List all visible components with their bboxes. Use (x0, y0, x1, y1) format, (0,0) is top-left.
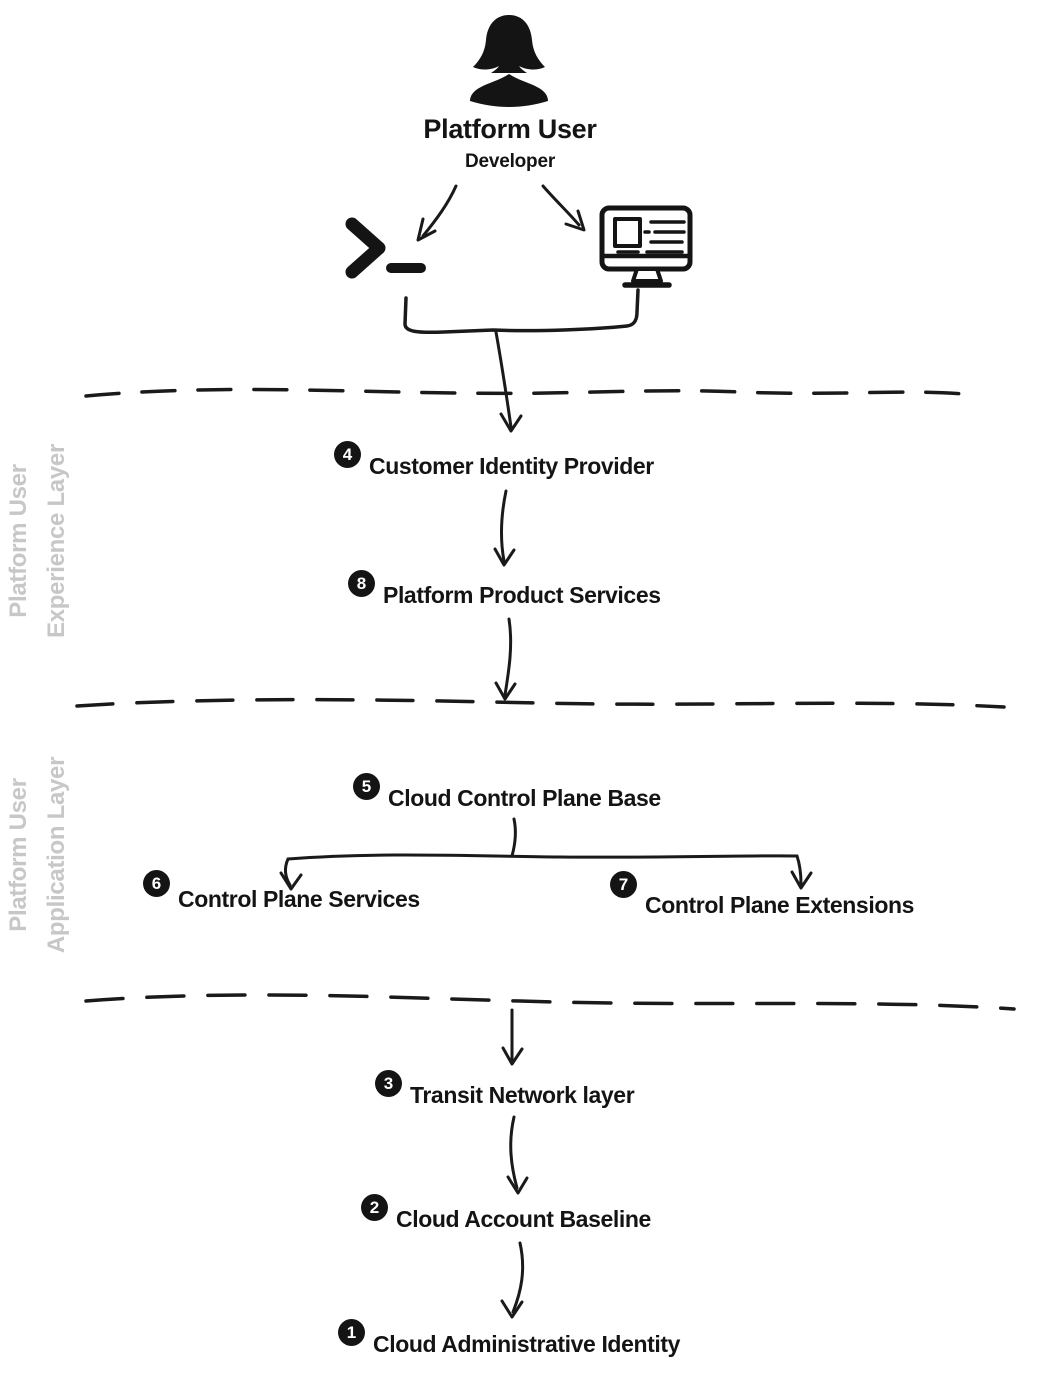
arrow-baseline-to-admin-identity (502, 1243, 523, 1317)
arrow-to-transit-network (503, 1010, 522, 1064)
node-control-plane-services (143, 870, 420, 913)
node-badge: 6 (143, 870, 170, 897)
node-label: Control Plane Extensions (645, 892, 915, 918)
layer-label-line: Platform User (5, 778, 32, 932)
bracket-join-line (405, 290, 638, 332)
node-cloud-account-baseline (361, 1194, 651, 1233)
actor-title: Platform User (423, 114, 597, 144)
node-customer-identity-provider (334, 441, 654, 480)
node-badge: 1 (338, 1319, 365, 1346)
layer-label-application (0, 745, 76, 965)
node-label: Cloud Account Baseline (396, 1206, 651, 1232)
dashed-boundary-foundation-layer (86, 995, 1014, 1009)
node-label: Cloud Control Plane Base (388, 785, 661, 811)
arrow-product-services-to-application-layer (496, 619, 515, 699)
layer-label-experience (0, 431, 76, 651)
node-label: Control Plane Services (178, 886, 420, 912)
node-label: Customer Identity Provider (369, 453, 654, 479)
node-badge: 3 (375, 1070, 402, 1097)
node-label: Transit Network layer (410, 1082, 635, 1108)
node-badge: 2 (361, 1194, 388, 1221)
node-control-plane-extensions (610, 871, 914, 919)
node-badge: 7 (610, 871, 637, 898)
node-transit-network-layer (375, 1070, 634, 1109)
node-label: Cloud Administrative Identity (373, 1331, 681, 1357)
node-badge: 4 (334, 441, 361, 468)
layer-label-line: Application Layer (43, 756, 70, 954)
monitor-icon (602, 208, 690, 285)
node-cloud-administrative-identity (338, 1319, 680, 1358)
node-cloud-control-plane-base (353, 773, 661, 812)
terminal-icon (352, 224, 421, 272)
actor-subtitle: Developer (464, 151, 556, 172)
arrow-developer-to-monitor (543, 186, 584, 230)
arrow-user-tools-to-identity (496, 332, 521, 431)
node-label: Platform Product Services (383, 582, 661, 608)
dashed-boundary-experience-layer (86, 389, 964, 396)
arrow-developer-to-terminal (418, 186, 456, 240)
layer-label-line: Experience Layer (43, 444, 70, 638)
arrow-identity-to-product-services (495, 491, 514, 565)
node-badge: 5 (353, 773, 380, 800)
arrow-transit-to-account-baseline (508, 1117, 527, 1193)
node-badge: 8 (348, 570, 375, 597)
person-icon (470, 15, 548, 107)
node-platform-product-services (348, 570, 661, 609)
layer-label-line: Platform User (5, 464, 32, 618)
dashed-boundary-application-layer (77, 700, 1004, 707)
